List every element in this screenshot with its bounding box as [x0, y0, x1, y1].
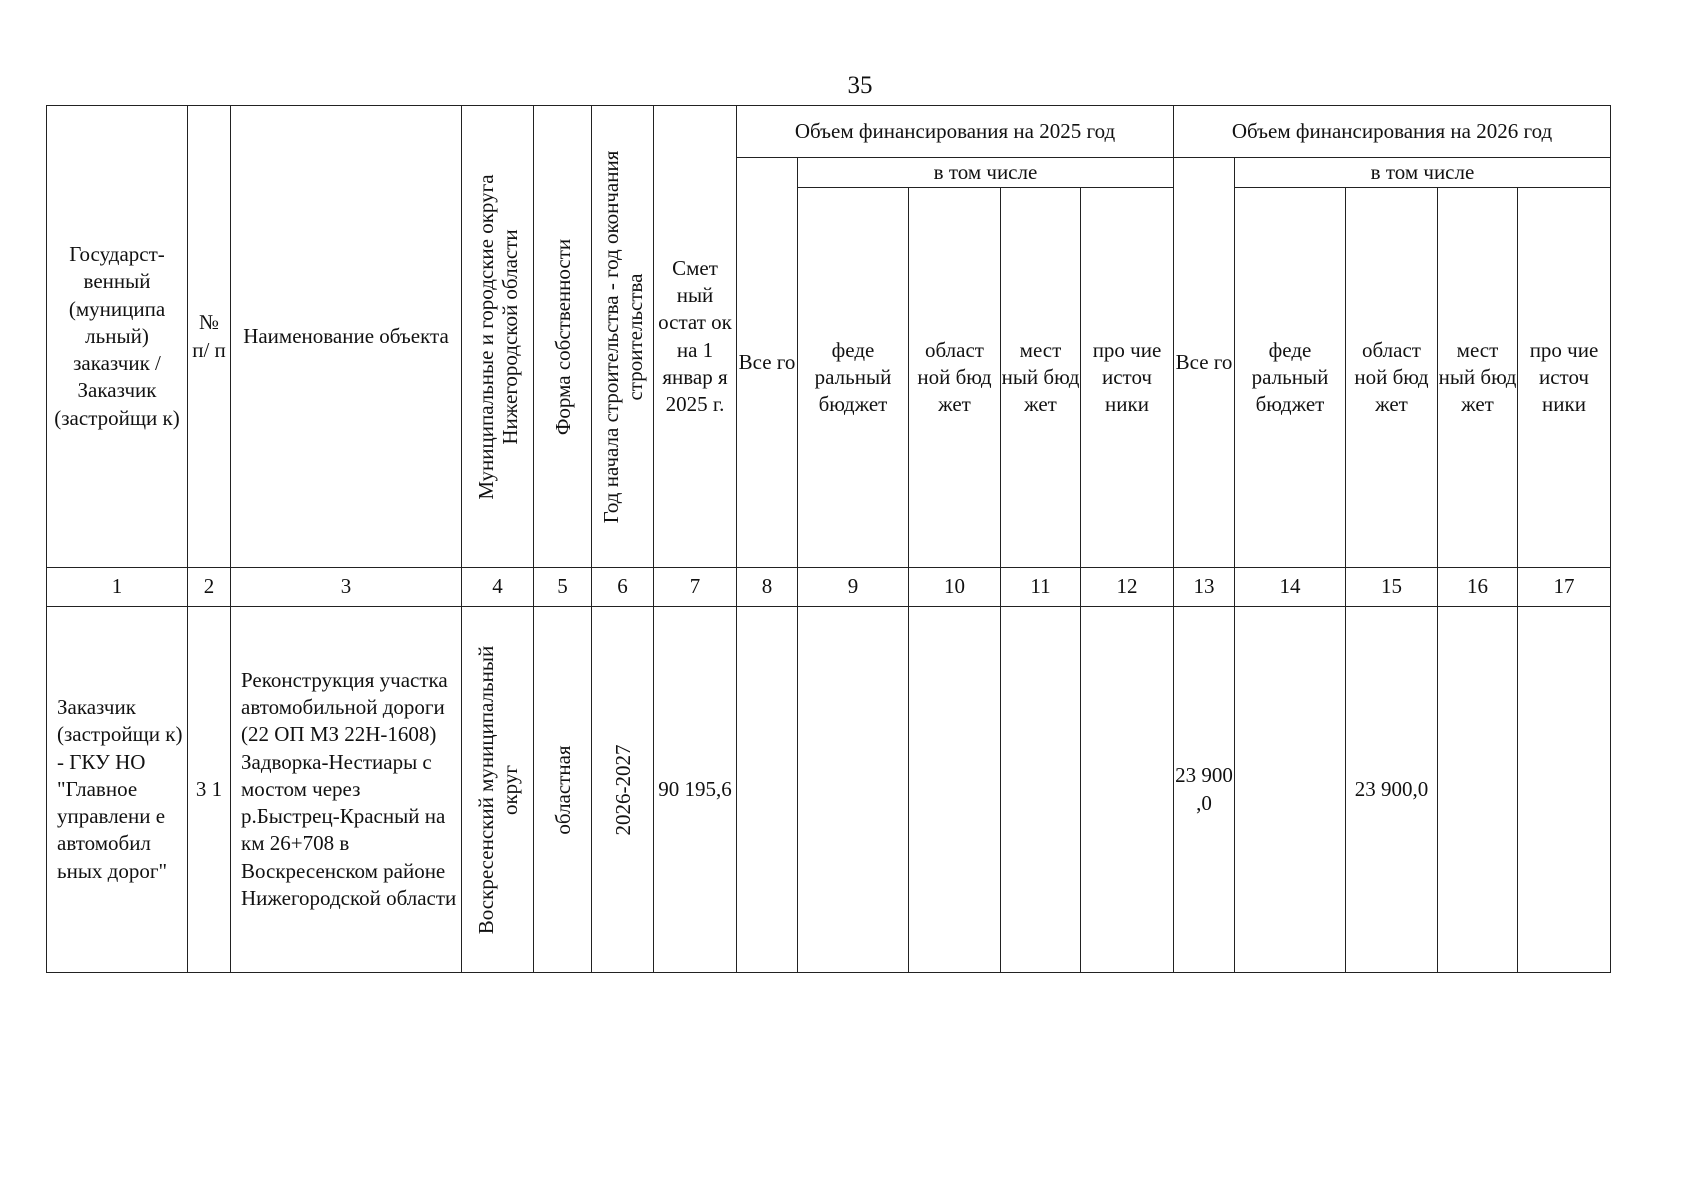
column-numbers-row: [47, 568, 1611, 607]
cell-years: 2026-2027: [592, 607, 654, 973]
cell-other-2025: [1081, 607, 1174, 973]
cell-local-2025: [1001, 607, 1081, 973]
column-number: 3: [231, 568, 462, 607]
header-object-name: Наименование объекта: [231, 106, 462, 568]
header-including-2026: в том числе: [1235, 158, 1611, 188]
header-ownership: Форма собственности: [534, 106, 592, 568]
header-estimate-remainder: Смет ный остат ок на 1 январ я 2025 г.: [654, 106, 737, 568]
column-number: 14: [1235, 568, 1346, 607]
table-row: [47, 607, 1611, 973]
header-municipality: Муниципальные и городские округа Нижегородской области: [462, 106, 534, 568]
cell-ownership: областная: [534, 607, 592, 973]
header-including-2025: в том числе: [798, 158, 1174, 188]
column-number: 10: [909, 568, 1001, 607]
header-total-2025: Все го: [737, 158, 798, 568]
cell-estimate-remainder: 90 195,6: [654, 607, 737, 973]
column-number: 12: [1081, 568, 1174, 607]
column-number: 17: [1518, 568, 1611, 607]
header-local-2025: мест ный бюд жет: [1001, 188, 1081, 568]
column-number: 4: [462, 568, 534, 607]
column-number: 2: [188, 568, 231, 607]
header-customer: Государст-венный (муниципа льный) заказчик / Заказчик (застройщи к): [47, 106, 188, 568]
column-number: 7: [654, 568, 737, 607]
cell-regional-2026: 23 900,0: [1346, 607, 1438, 973]
column-number: 6: [592, 568, 654, 607]
cell-total-2026: 23 900 ,0: [1174, 607, 1235, 973]
header-local-2026: мест ный бюд жет: [1438, 188, 1518, 568]
cell-federal-2026: [1235, 607, 1346, 973]
header-total-2026: Все го: [1174, 158, 1235, 568]
column-number: 13: [1174, 568, 1235, 607]
column-number: 5: [534, 568, 592, 607]
page-number: 35: [847, 72, 873, 99]
header-years: Год начала строительства - год окончания строительства: [592, 106, 654, 568]
column-number: 11: [1001, 568, 1081, 607]
header-no: № п/ п: [188, 106, 231, 568]
cell-other-2026: [1518, 607, 1611, 973]
header-federal-2026: феде ральный бюджет: [1235, 188, 1346, 568]
cell-customer: Заказчик (застройщи к) - ГКУ НО "Главное управлени е автомобил ьных дорог": [47, 607, 188, 973]
column-number: 16: [1438, 568, 1518, 607]
cell-object-name: Реконструкция участка автомобильной дороги (22 ОП МЗ 22Н-1608) Задворка-Нестиары с мостом через р.Быстрец-Красный на км 26+708 в Воскресенском районе Нижегородской области: [231, 607, 462, 973]
header-regional-2026: област ной бюд жет: [1346, 188, 1438, 568]
cell-federal-2025: [798, 607, 909, 973]
header-other-2026: про чие источ ники: [1518, 188, 1611, 568]
header-funding-2026: Объем финансирования на 2026 год: [1174, 106, 1611, 158]
header-funding-2025: Объем финансирования на 2025 год: [737, 106, 1174, 158]
cell-municipality: Воскресенский муниципальный округ: [462, 607, 534, 973]
financing-table: [46, 105, 1611, 973]
cell-no: 3 1: [188, 607, 231, 973]
header-federal-2025: феде ральный бюджет: [798, 188, 909, 568]
cell-local-2026: [1438, 607, 1518, 973]
cell-regional-2025: [909, 607, 1001, 973]
column-number: 1: [47, 568, 188, 607]
header-other-2025: про чие источ ники: [1081, 188, 1174, 568]
header-regional-2025: област ной бюд жет: [909, 188, 1001, 568]
cell-total-2025: [737, 607, 798, 973]
column-number: 9: [798, 568, 909, 607]
column-number: 15: [1346, 568, 1438, 607]
column-number: 8: [737, 568, 798, 607]
